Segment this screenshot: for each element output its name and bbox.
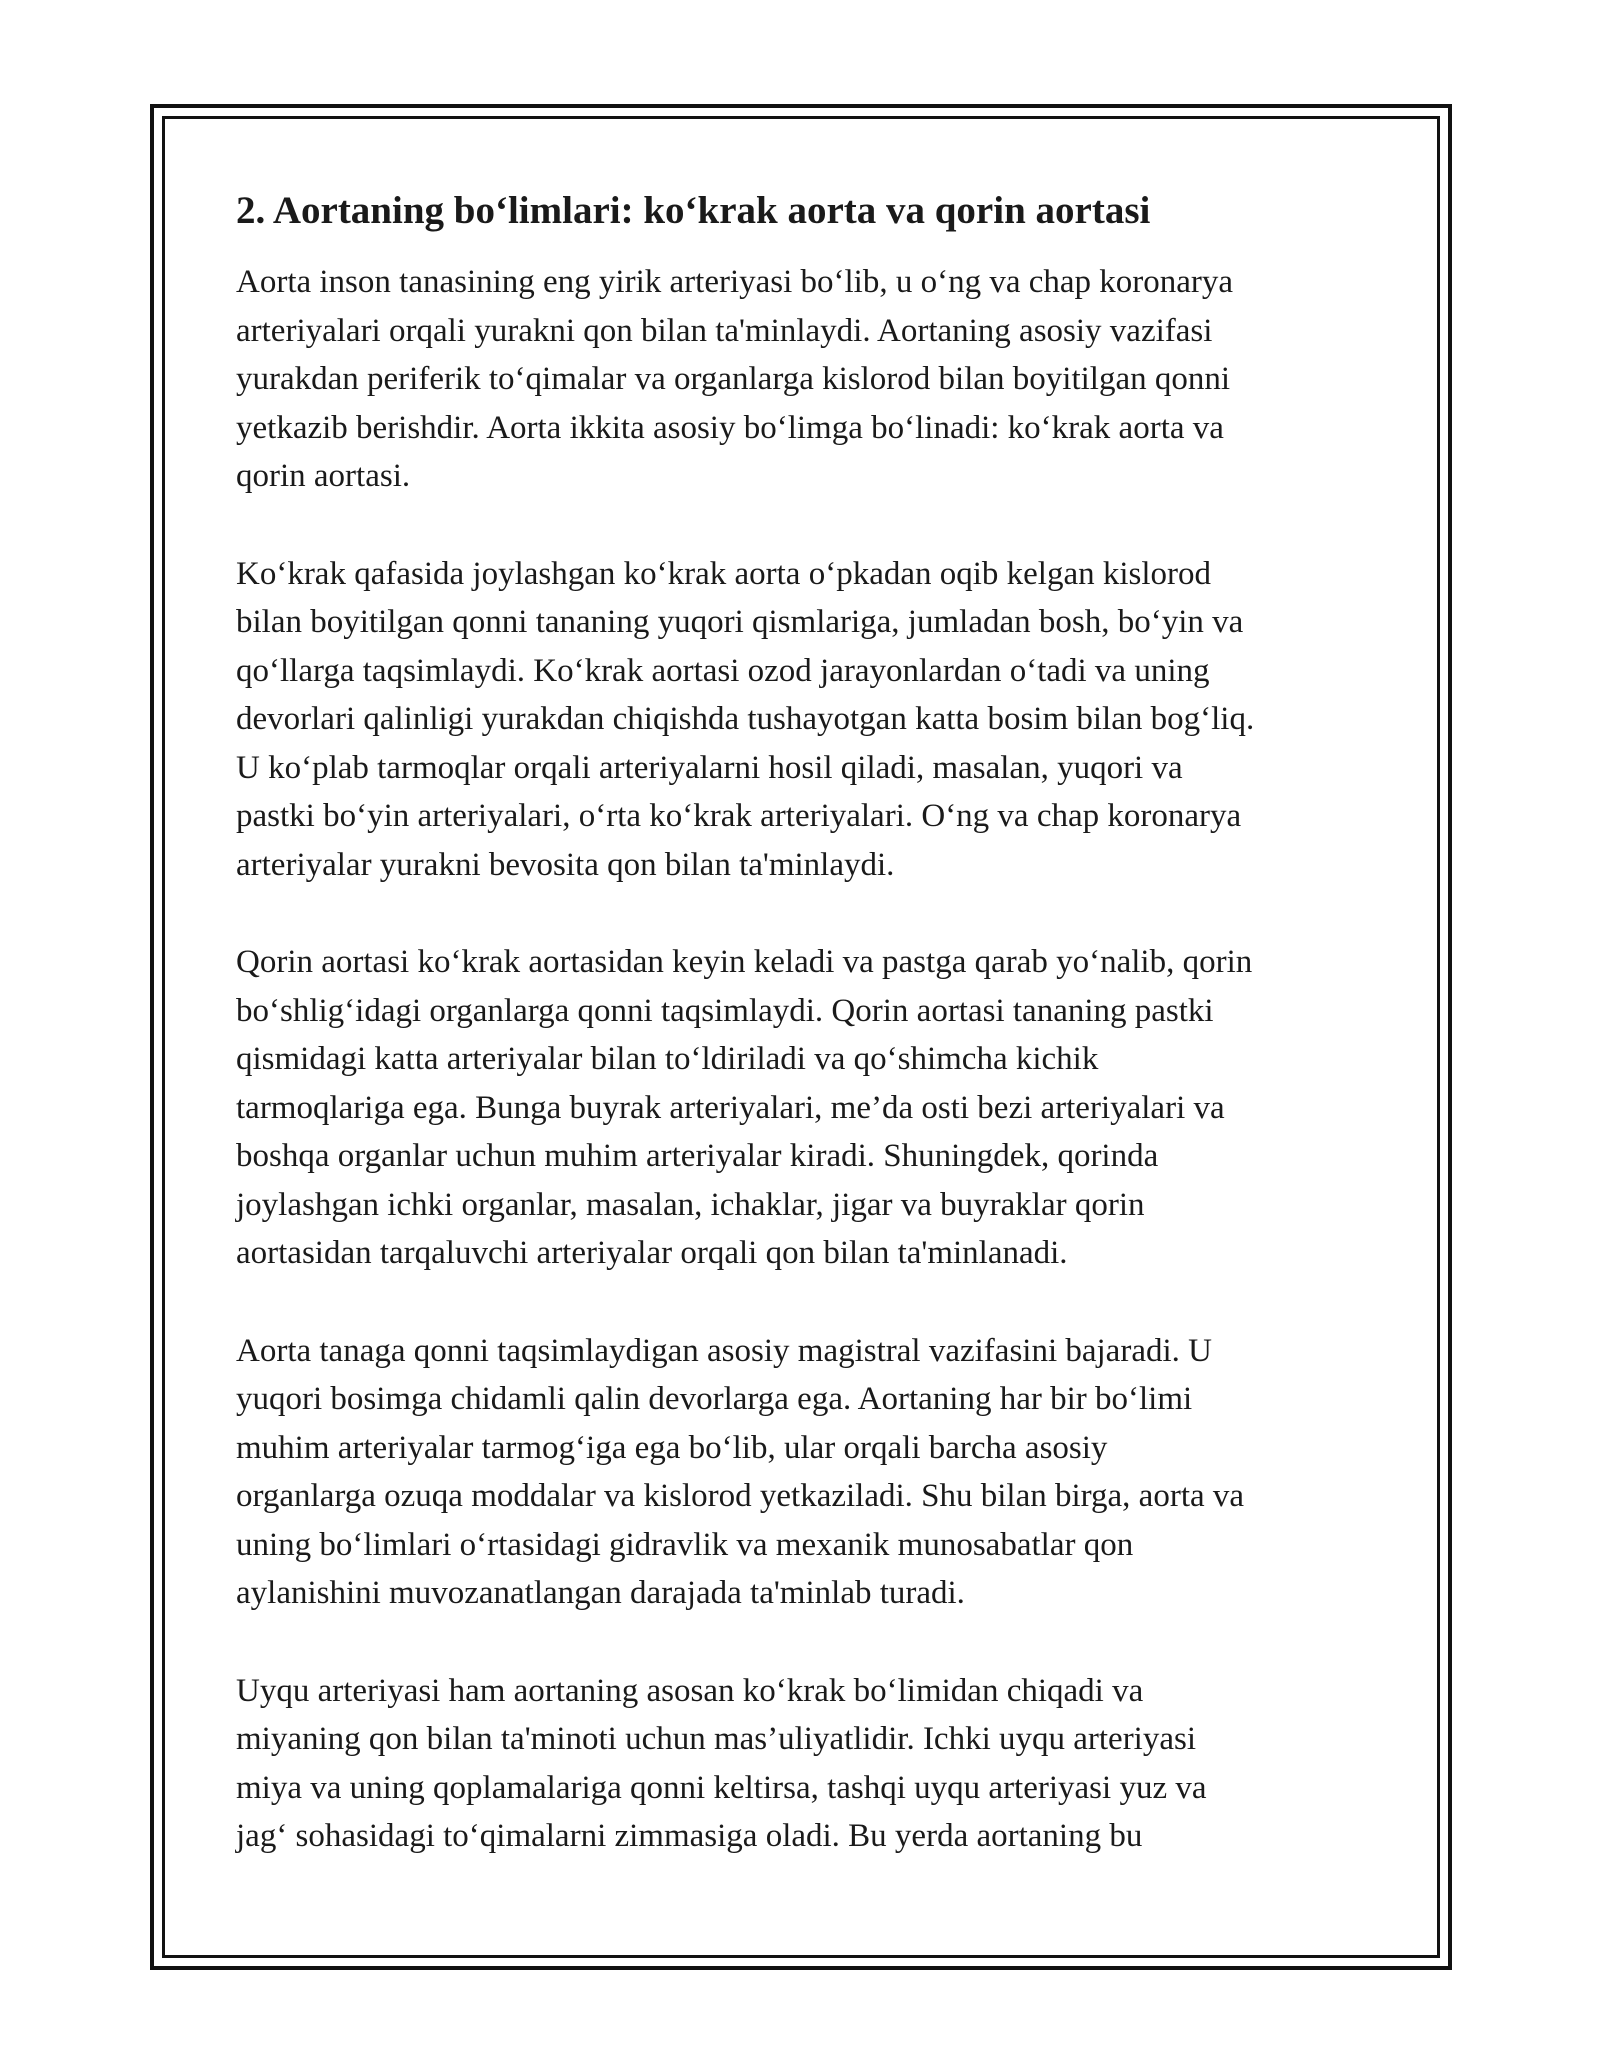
text-line: bo‘shlig‘idagi organlarga qonni taqsimlaydi. Qorin aortasi tananing pastki [236, 992, 1214, 1029]
document-body [236, 186, 1376, 1910]
text-line: miya va uning qoplamalariga qonni keltirsa, tashqi uyqu arteriyasi yuz va [236, 1769, 1207, 1806]
text-line: muhim arteriyalar tarmog‘iga ega bo‘lib, ular orqali barcha asosiy [236, 1429, 1108, 1466]
text-line: Qorin aortasi ko‘krak aortasidan keyin keladi va pastga qarab yo‘nalib, qorin [236, 944, 1253, 980]
text-line: yurakdan periferik to‘qimalar va organlarga kislorod bilan boyitilgan qonni [236, 361, 1231, 397]
text-line: aortasidan tarqaluvchi arteriyalar orqali qon bilan ta'minlanadi. [236, 1235, 1068, 1271]
paragraph-3 [236, 938, 1376, 1278]
text-line: Aorta tanaga qonni taqsimlaydigan asosiy magistral vazifasini bajaradi. U [236, 1332, 1212, 1369]
text-line: Ko‘krak qafasida joylashgan ko‘krak aorta o‘pkadan oqib kelgan kislorod [236, 555, 1212, 592]
text-line: yuqori bosimga chidamli qalin devorlarga ega. Aortaning har bir bo‘limi [236, 1381, 1193, 1417]
text-line: Aorta inson tanasining eng yirik arteriyasi bo‘lib, u o‘ng va chap koronarya [236, 264, 1234, 300]
text-line: qismidagi katta arteriyalar bilan to‘ldiriladi va qo‘shimcha kichik [236, 1041, 1099, 1077]
text-line: miyaning qon bilan ta'minoti uchun mas’uliyatlidir. Ichki uyqu arteriyasi [236, 1721, 1197, 1757]
paragraph-1 [236, 258, 1376, 501]
text-line: qorin aortasi. [236, 458, 411, 494]
text-line: qo‘llarga taqsimlaydi. Ko‘krak aortasi ozod jarayonlardan o‘tadi va uning [236, 652, 1210, 689]
paragraph-5 [236, 1667, 1376, 1861]
text-line: jag‘ sohasidagi to‘qimalarni zimmasiga oladi. Bu yerda aortaning bu [236, 1818, 1143, 1854]
paragraph-4 [236, 1327, 1376, 1618]
section-heading: 2. Aortaning bo‘limlari: ko‘krak aorta va qorin aortasi [236, 189, 1151, 232]
text-line: boshqa organlar uchun muhim arteriyalar kiradi. Shuningdek, qorinda [236, 1138, 1159, 1174]
text-line: tarmoqlariga ega. Bunga buyrak arteriyalari, me’da osti bezi arteriyalari va [236, 1089, 1225, 1126]
text-line: arteriyalar yurakni bevosita qon bilan ta'minlaydi. [236, 846, 895, 883]
text-line: U ko‘plab tarmoqlar orqali arteriyalarni hosil qiladi, masalan, yuqori va [236, 749, 1183, 786]
text-line: uning bo‘limlari o‘rtasidagi gidravlik va mexanik munosabatlar qon [236, 1526, 1134, 1563]
text-line: aylanishini muvozanatlangan darajada ta'minlab turadi. [236, 1575, 965, 1611]
text-line: bilan boyitilgan qonni tananing yuqori qismlariga, jumladan bosh, bo‘yin va [236, 604, 1244, 640]
text-line: organlarga ozuqa moddalar va kislorod yetkaziladi. Shu bilan birga, aorta va [236, 1478, 1245, 1514]
paragraph-2 [236, 550, 1376, 890]
text-line: devorlari qalinligi yurakdan chiqishda tushayotgan katta bosim bilan bog‘liq. [236, 701, 1255, 737]
text-line: yetkazib berishdir. Aorta ikkita asosiy bo‘limga bo‘linadi: ko‘krak aorta va [236, 409, 1224, 446]
text-line: arteriyalari orqali yurakni qon bilan ta'minlaydi. Aortaning asosiy vazifasi [236, 312, 1213, 349]
text-line: Uyqu arteriyasi ham aortaning asosan ko‘krak bo‘limidan chiqadi va [236, 1672, 1144, 1709]
text-line: joylashgan ichki organlar, masalan, ichaklar, jigar va buyraklar qorin [236, 1186, 1145, 1223]
text-line: pastki bo‘yin arteriyalari, o‘rta ko‘krak arteriyalari. O‘ng va chap koronarya [236, 798, 1242, 834]
